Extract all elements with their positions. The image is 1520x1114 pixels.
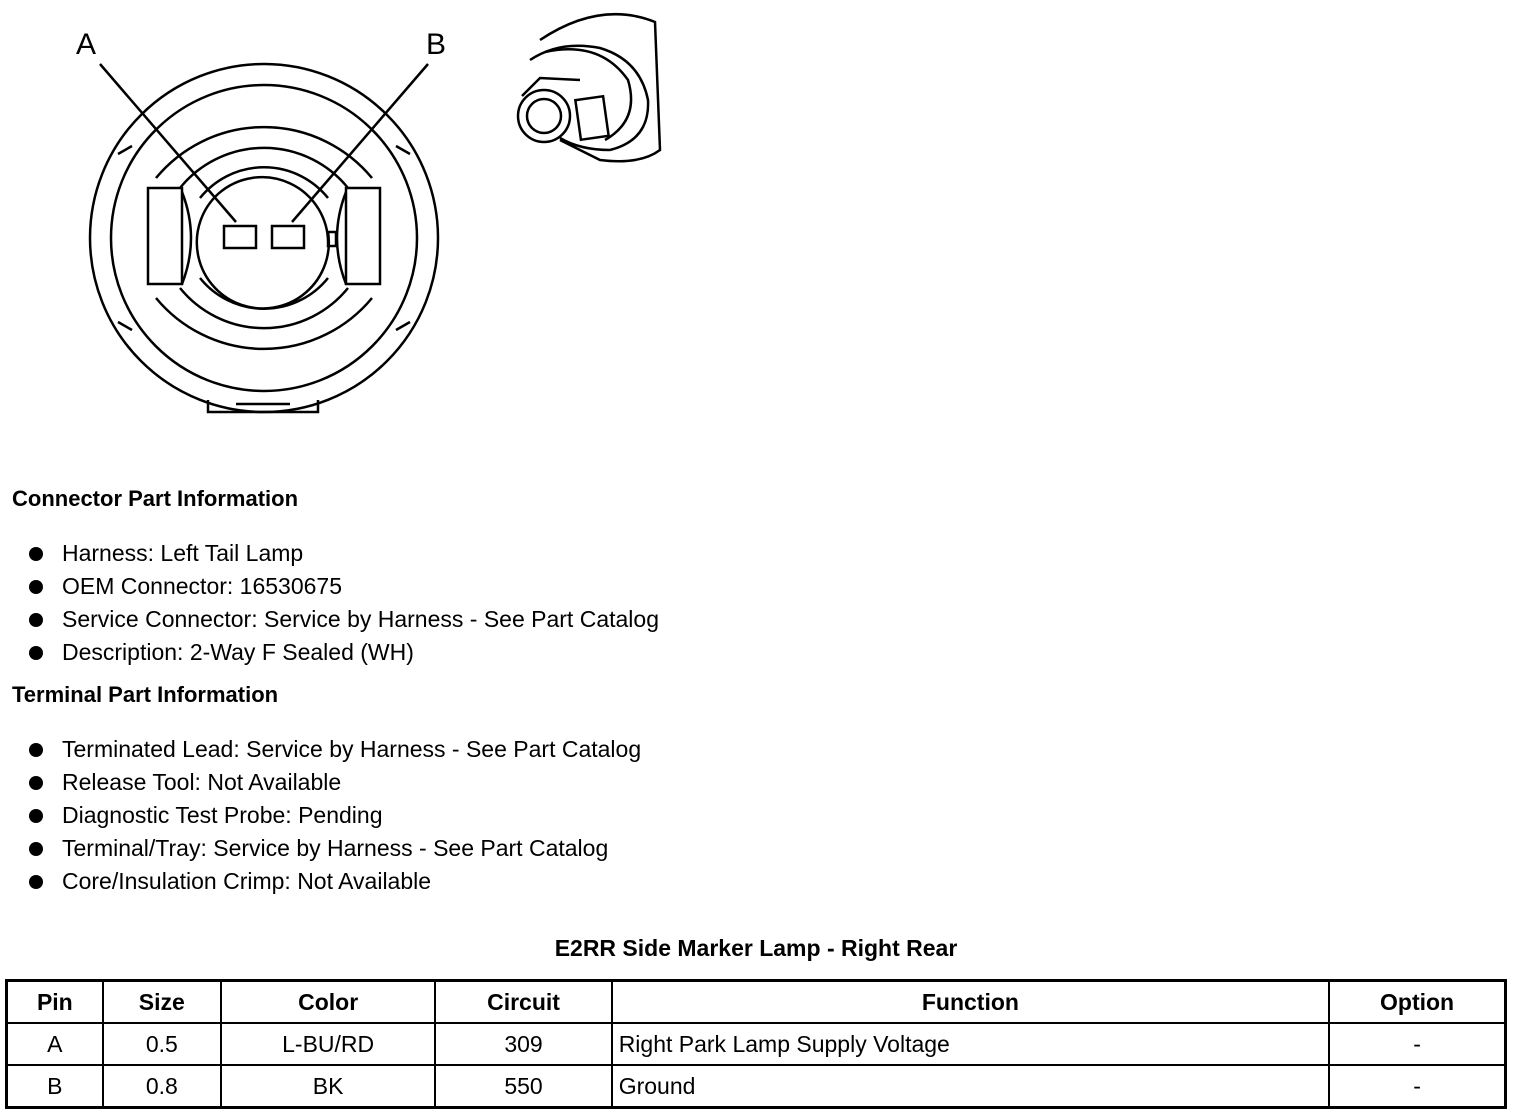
list-item: Harness: Left Tail Lamp <box>28 537 659 570</box>
list-item: Terminal/Tray: Service by Harness - See Part Catalog <box>28 832 641 865</box>
header-pin: Pin <box>7 981 103 1024</box>
cell-circuit: 550 <box>435 1065 611 1108</box>
cell-color: BK <box>221 1065 435 1108</box>
connector-part-info-list <box>28 537 659 669</box>
list-item: Core/Insulation Crimp: Not Available <box>28 865 641 898</box>
connector-diagram <box>0 0 700 430</box>
bullet-icon <box>29 580 43 594</box>
cell-option: - <box>1329 1065 1505 1108</box>
cell-option: - <box>1329 1023 1505 1065</box>
terminal-part-info-list <box>28 733 641 898</box>
list-item: Service Connector: Service by Harness - See Part Catalog <box>28 603 659 636</box>
cell-circuit: 309 <box>435 1023 611 1065</box>
cell-color: L-BU/RD <box>221 1023 435 1065</box>
cell-pin: A <box>7 1023 103 1065</box>
connector-part-info-heading: Connector Part Information <box>12 486 299 511</box>
terminal-part-info-heading: Terminal Part Information <box>12 682 279 707</box>
header-function: Function <box>612 981 1329 1024</box>
header-size: Size <box>103 981 221 1024</box>
cell-function: Ground <box>612 1065 1329 1108</box>
callout-b: B <box>426 28 447 61</box>
bullet-icon <box>29 613 43 627</box>
pin-table <box>5 979 1507 1109</box>
list-item: Terminated Lead: Service by Harness - See Part Catalog <box>28 733 641 766</box>
bullet-icon <box>29 646 43 660</box>
cell-pin: B <box>7 1065 103 1108</box>
bullet-icon <box>29 842 43 856</box>
header-color: Color <box>221 981 435 1024</box>
list-item: OEM Connector: 16530675 <box>28 570 659 603</box>
header-option: Option <box>1329 981 1505 1024</box>
header-circuit: Circuit <box>435 981 611 1024</box>
list-item: Description: 2-Way F Sealed (WH) <box>28 636 659 669</box>
bullet-icon <box>29 875 43 889</box>
bullet-icon <box>29 776 43 790</box>
cell-function: Right Park Lamp Supply Voltage <box>612 1023 1329 1065</box>
bullet-icon <box>29 743 43 757</box>
cell-size: 0.8 <box>103 1065 221 1108</box>
callout-a: A <box>76 28 97 61</box>
table-header-row <box>7 981 1506 1024</box>
table-row <box>7 1023 1506 1065</box>
cell-size: 0.5 <box>103 1023 221 1065</box>
bullet-icon <box>29 547 43 561</box>
bullet-icon <box>29 809 43 823</box>
list-item: Diagnostic Test Probe: Pending <box>28 799 641 832</box>
table-row <box>7 1065 1506 1108</box>
list-item: Release Tool: Not Available <box>28 766 641 799</box>
pin-table-title: E2RR Side Marker Lamp - Right Rear <box>554 935 958 961</box>
